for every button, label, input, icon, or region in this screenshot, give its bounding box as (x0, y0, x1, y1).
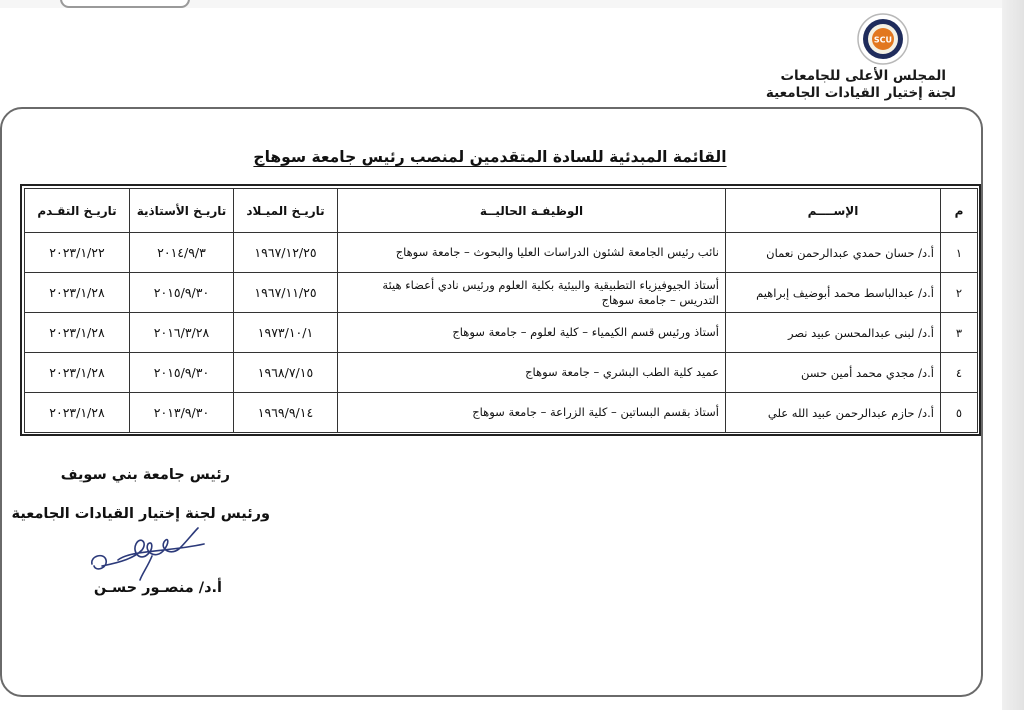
col-header-apply: تاريـخ التقـدم (25, 189, 130, 233)
candidate-name: أ.د/ حسان حمدي عبدالرحمن نعمان (726, 233, 941, 273)
signatory-title: رئيس جامعة بني سويف (60, 467, 230, 483)
table-header-row (25, 189, 978, 233)
professorship-date: ٢٠١٥/٩/٣٠ (130, 273, 234, 313)
logo-text: SCU (873, 35, 893, 45)
table-row (25, 313, 978, 353)
current-position: عميد كلية الطب البشري – جامعة سوهاج (338, 353, 726, 393)
application-date: ٢٠٢٣/١/٢٨ (25, 273, 130, 313)
col-header-num: م (941, 189, 978, 233)
row-number: ٥ (941, 393, 978, 433)
candidate-name: أ.د/ حازم عبدالرحمن عبيد الله علي (726, 393, 941, 433)
table-row (25, 393, 978, 433)
application-date: ٢٠٢٣/١/٢٨ (25, 313, 130, 353)
table-row (25, 353, 978, 393)
col-header-prof: تاريـخ الأستاذية (130, 189, 234, 233)
row-number: ٤ (941, 353, 978, 393)
row-number: ٢ (941, 273, 978, 313)
scu-logo-icon (856, 12, 910, 66)
professorship-date: ٢٠١٦/٣/٢٨ (130, 313, 234, 353)
candidates-table (20, 184, 981, 436)
current-position: أستاذ بقسم البساتين – كلية الزراعة – جامعة سوهاج (338, 393, 726, 433)
row-number: ٣ (941, 313, 978, 353)
birth-date: ١٩٦٩/٩/١٤ (234, 393, 338, 433)
birth-date: ١٩٦٧/١٢/٢٥ (234, 233, 338, 273)
table-row (25, 273, 978, 313)
row-number: ١ (941, 233, 978, 273)
birth-date: ١٩٧٣/١٠/١ (234, 313, 338, 353)
top-bar (0, 0, 1024, 8)
col-header-job: الوظيفـة الحاليــة (338, 189, 726, 233)
application-date: ٢٠٢٣/١/٢٢ (25, 233, 130, 273)
signatory-role: ورئيس لجنة إختيار القيادات الجامعية (11, 506, 270, 522)
professorship-date: ٢٠١٤/٩/٣ (130, 233, 234, 273)
professorship-date: ٢٠١٥/٩/٣٠ (130, 353, 234, 393)
candidate-name: أ.د/ مجدي محمد أمين حسن (726, 353, 941, 393)
col-header-name: الإســــم (726, 189, 941, 233)
candidate-name: أ.د/ لبنى عبدالمحسن عبيد نصر (726, 313, 941, 353)
current-position: أستاذ ورئيس قسم الكيمياء – كلية لعلوم – جامعة سوهاج (338, 313, 726, 353)
document-title: القائمة المبدئية للسادة المتقدمين لمنصب رئيس جامعة سوهاج (253, 148, 727, 166)
current-position: أستاذ الجيوفيزياء التطبيقية والبيئية بكلية العلوم ورئيس نادي أعضاء هيئة التدريس – جامعة سوهاج (338, 273, 726, 313)
birth-date: ١٩٦٨/٧/١٥ (234, 353, 338, 393)
professorship-date: ٢٠١٣/٩/٣٠ (130, 393, 234, 433)
application-date: ٢٠٢٣/١/٢٨ (25, 393, 130, 433)
col-header-birth: تاريـخ الميـلاد (234, 189, 338, 233)
birth-date: ١٩٦٧/١١/٢٥ (234, 273, 338, 313)
application-date: ٢٠٢٣/١/٢٨ (25, 353, 130, 393)
page-edge (1002, 0, 1024, 710)
table-row (25, 233, 978, 273)
council-name: المجلس الأعلى للجامعات (780, 68, 946, 84)
scroll-pill (60, 0, 190, 8)
committee-name: لجنة إختيار القيادات الجامعية (765, 85, 956, 101)
candidate-name: أ.د/ عبدالباسط محمد أبوضيف إبراهيم (726, 273, 941, 313)
signatory-name: أ.د/ منصـور حسـن (93, 580, 222, 596)
current-position: نائب رئيس الجامعة لشئون الدراسات العليا والبحوث – جامعة سوهاج (338, 233, 726, 273)
handwritten-signature-icon (82, 522, 212, 584)
